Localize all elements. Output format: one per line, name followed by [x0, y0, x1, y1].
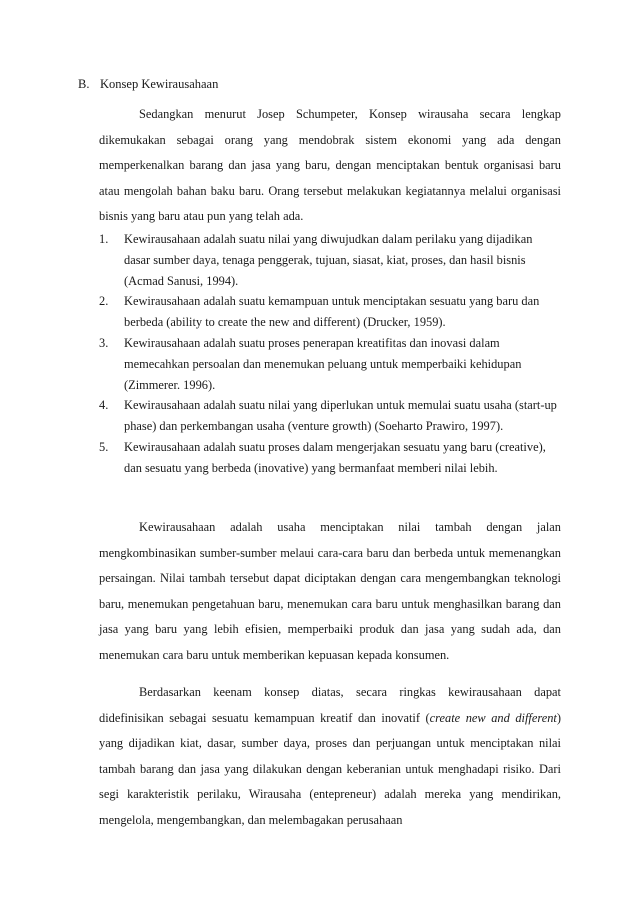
list-item: 3. Kewirausahaan adalah suatu proses penerapan kreatifitas dan inovasi dalam memecahkan persoalan dan menemukan peluang untuk memperbaiki kehidupan (Zimmerer. 1996).: [99, 335, 522, 392]
section-letter: B.: [78, 77, 90, 91]
definition-list: [99, 229, 561, 479]
section-heading: [78, 76, 218, 92]
list-item: 1. Kewirausahaan adalah suatu nilai yang diwujudkan dalam perilaku yang dijadikan dasar sumber daya, tenaga penggerak, tujuan, siasat, kiat, proses, dan hasil bisnis (Acmad Sanusi, 1994).: [99, 232, 533, 288]
value-added-paragraph: Kewirausahaan adalah usaha menciptakan nilai tambah dengan jalan mengkombinasikan sumber-sumber melaui cara-cara baru dan berbeda untuk memenangkan persaingan. Nilai tambah tersebut dapat diciptakan dengan cara mengembangkan teknologi baru, menemukan pengetahuan baru, menemukan cara baru untuk menghasilkan barang dan jasa yang baru yang lebih efisien, memperbaiki produk dan jasa yang sudah ada, dan menemukan cara baru untuk memberikan kepuasan kepada konsumen.: [99, 520, 561, 662]
list-item: 4. Kewirausahaan adalah suatu nilai yang diperlukan untuk memulai suatu usaha (start-up phase) dan perkembangan usaha (venture growth) (Soeharto Prawiro, 1997).: [99, 398, 557, 434]
list-item: 5. Kewirausahaan adalah suatu proses dalam mengerjakan sesuatu yang baru (creative), dan sesuatu yang berbeda (inovative) yang bermanfaat memberi nilai lebih.: [99, 439, 546, 475]
intro-paragraph: Sedangkan menurut Josep Schumpeter, Konsep wirausaha secara lengkap dikemukakan sebagai orang yang mendobrak sistem ekonomi yang ada dengan memperkenalkan barang dan jasa yang baru, dengan menciptakan bentuk organisasi baru atau mengolah bahan baku baru. Orang tersebut melakukan kegiatannya melalui organisasi bisnis yang baru atau pun yang telah ada.: [99, 107, 561, 223]
list-item: 2. Kewirausahaan adalah suatu kemampuan untuk menciptakan sesuatu yang baru dan berbeda (ability to create the new and different) (Drucker, 1959).: [99, 294, 540, 330]
summary-paragraph: Berdasarkan keenam konsep diatas, secara ringkas kewirausahaan dapat didefinisikan sebagai sesuatu kemampuan kreatif dan inovatif (create new and different) yang dijadikan kiat, dasar, sumber daya, proses dan perjuangan untuk menciptakan nilai tambah barang dan jasa yang dilakukan dengan keberanian untuk menghadapi risiko. Dari segi karakteristik perilaku, Wirausaha (entepreneur) adalah mereka yang mendirikan, mengelola, mengembangkan, dan melembagakan perusahaan: [99, 685, 562, 827]
section-title: Konsep Kewirausahaan: [100, 77, 219, 91]
italic-phrase: create new and different: [429, 710, 557, 725]
